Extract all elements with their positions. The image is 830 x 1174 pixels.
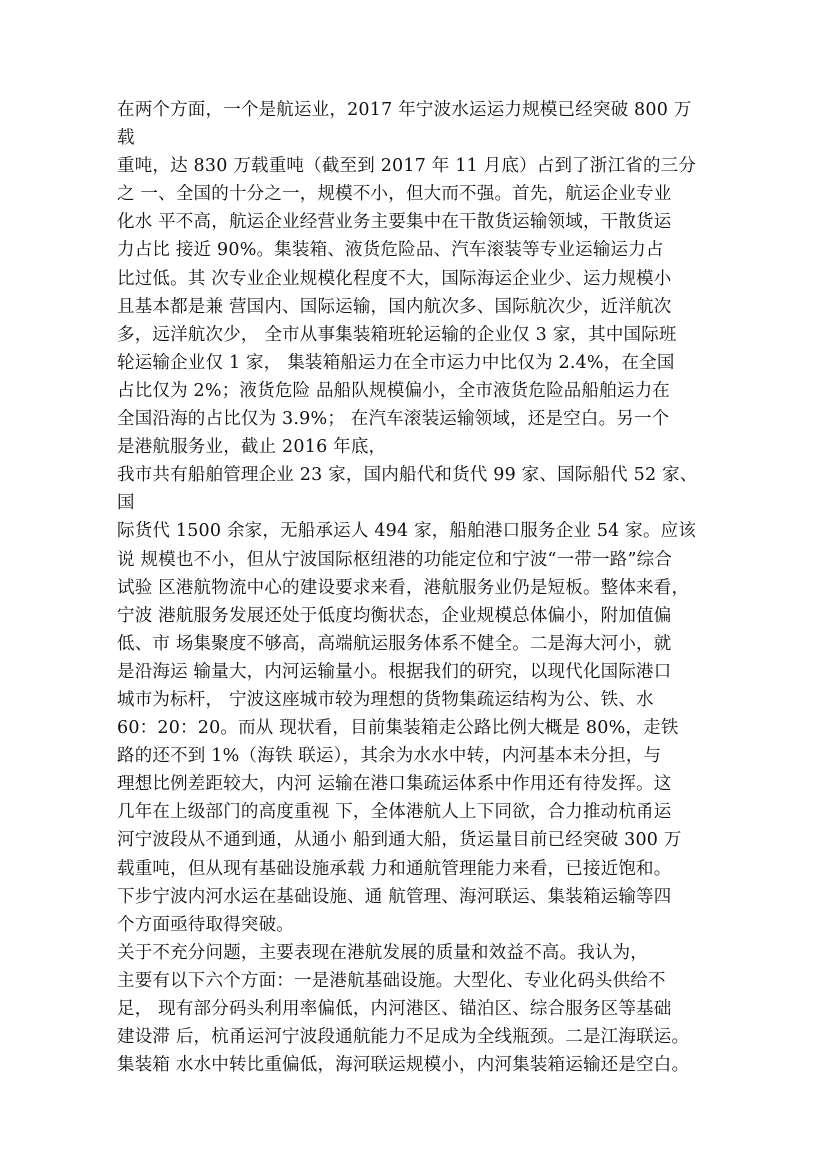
text-line: 际货代 1500 余家，无船承运人 494 家，船舶港口服务企业 54 家。应该 [117, 521, 697, 542]
text-line: 载重吨，但从现有基础设施承载 力和通航管理能力来看，已接近饱和。 [117, 858, 672, 879]
text-line: 主要有以下六个方面：一是港航基础设施。大型化、专业化码头供给不 [117, 970, 666, 991]
text-line: 建设滞 后，杭甬运河宁波段通航能力不足成为全线瓶颈。二是江海联运。 [117, 1027, 690, 1048]
text-line: 试验 区港航物流中心的建设要求来看，港航服务业仍是短板。整体来看， [117, 577, 690, 598]
text-line: 之 一、全国的十分之一，规模不小，但大而不强。首先，航运企业专业 [117, 184, 672, 205]
text-line: 几年在上级部门的高度重视 下，全体港航人上下同欲，合力推动杭甬运 [117, 802, 672, 823]
text-line: 国 [117, 493, 135, 514]
text-line: 轮运输企业仅 1 家， 集装箱船运力在全市运力中比仅为 2.4%，在全国 [117, 352, 675, 373]
text-line: 路的还不到 1%（海铁 联运），其余为水水中转，内河基本未分担，与 [117, 746, 662, 767]
text-line: 力占比 接近 90%。集装箱、液货危险品、汽车滚装等专业运输运力占 [117, 240, 664, 261]
text-line: 多，远洋航次少， 全市从事集装箱班轮运输的企业仅 3 家，其中国际班 [117, 324, 677, 345]
text-line: 且基本都是兼 营国内、国际运输，国内航次多、国际航次少，近洋航次 [117, 296, 672, 317]
text-line: 足， 现有部分码头利用率偏低，内河港区、锚泊区、综合服务区等基础 [117, 999, 672, 1019]
text-line: 下步宁波内河水运在基础设施、通 航管理、海河联运、集装箱运输等四 [117, 886, 672, 907]
text-line: 载 [117, 128, 135, 149]
text-line: 低、市 场集聚度不够高，高端航运服务体系不健全。二是海大河小，就 [117, 633, 672, 654]
text-line: 60：20：20。而从 现状看，目前集装箱走公路比例大概是 80%，走铁 [117, 718, 679, 739]
text-line: 在两个方面，一个是航运业，2017 年宁波水运运力规模已经突破 800 万 [117, 100, 692, 120]
text-line: 是沿海运 输量大，内河运输量小。根据我们的研究，以现代化国际港口 [117, 661, 672, 682]
text-line: 集装箱 水水中转比重偏低，海河联运规模小，内河集装箱运输还是空白。 [117, 1055, 690, 1076]
text-line: 重吨，达 830 万载重吨（截至到 2017 年 11 月底）占到了浙江省的三分 [117, 156, 697, 177]
text-line: 全国沿海的占比仅为 3.9%； 在汽车滚装运输领域，还是空白。另一个 [117, 409, 670, 430]
text-line: 城市为标杆， 宁波这座城市较为理想的货物集疏运结构为公、铁、水 [117, 689, 654, 710]
text-line: 占比仅为 2%；液货危险 品船队规模偏小，全市液货危险品船舶运力在 [117, 380, 670, 401]
text-line: 宁波 港航服务发展还处于低度均衡状态，企业规模总体偏小，附加值偏 [117, 605, 672, 626]
text-line: 化水 平不高，航运企业经营业务主要集中在干散货运输领域，干散货运 [117, 212, 672, 233]
text-line: 说 规模也不小，但从宁波国际枢纽港的功能定位和宁波“一带一路”综合 [117, 549, 673, 570]
text-line: 理想比例差距较大，内河 运输在港口集疏运体系中作用还有待发挥。这 [117, 774, 672, 795]
body-text [117, 96, 757, 1079]
text-line: 关于不充分问题，主要表现在港航发展的质量和效益不高。我认为， [117, 942, 648, 963]
text-line: 河宁波段从不通到通，从通小 船到通大船，货运量目前已经突破 300 万 [117, 830, 682, 851]
text-line: 是港航服务业，截止 2016 年底， [117, 437, 387, 458]
text-line: 我市共有船舶管理企业 23 家，国内船代和货代 99 家、国际船代 52 家、 [117, 465, 698, 486]
text-line: 个方面亟待取得突破。 [117, 914, 294, 935]
text-line: 比过低。其 次专业企业规模化程度不大，国际海运企业少、运力规模小 [117, 268, 672, 289]
